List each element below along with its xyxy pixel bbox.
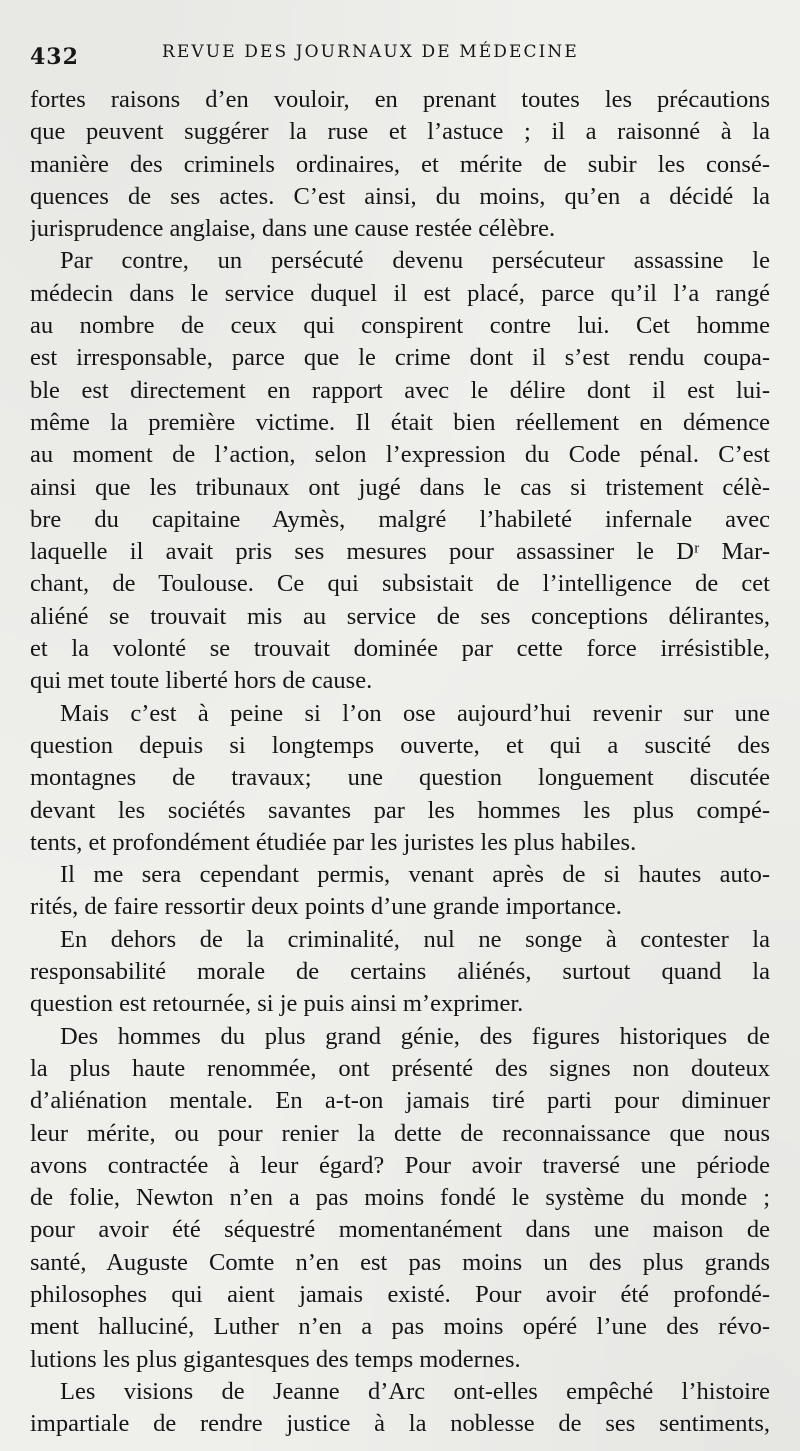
- paragraph: [30, 1021, 770, 1376]
- text-line: Les visions de Jeanne d’Arc ont-elles empêché l’histoire: [60, 1377, 770, 1405]
- paragraph: [30, 84, 770, 245]
- paragraph: [30, 698, 770, 859]
- body-text: [30, 84, 770, 1440]
- text-line: et la volonté se trouvait dominée par cette force irrésistible,: [30, 635, 770, 663]
- page-header: [28, 38, 760, 70]
- text-line: avons contractée à leur égard? Pour avoir traversé une période: [30, 1151, 770, 1179]
- text-line: lutions les plus gigantesques des temps modernes.: [30, 1345, 521, 1373]
- text-line: leur mérite, ou pour renier la dette de reconnaissance que nous: [30, 1119, 770, 1147]
- text-line: manière des criminels ordinaires, et mérite de subir les consé-: [30, 150, 770, 178]
- text-line: qui met toute liberté hors de cause.: [30, 667, 373, 695]
- text-line: question est retournée, si je puis ainsi m’exprimer.: [30, 990, 524, 1018]
- text-line: Il me sera cependant permis, venant après de si hautes auto-: [60, 861, 770, 889]
- text-line: au moment de l’action, selon l’expression du Code pénal. C’est: [30, 441, 770, 469]
- text-line: Mais c’est à peine si l’on ose aujourd’hui revenir sur une: [60, 699, 770, 727]
- text-line: devant les sociétés savantes par les hommes les plus compé-: [30, 796, 770, 824]
- text-line: impartiale de rendre justice à la noblesse de ses sentiments,: [30, 1410, 770, 1438]
- text-line: que peuvent suggérer la ruse et l’astuce ; il a raisonné à la: [30, 118, 770, 146]
- text-line: bre du capitaine Aymès, malgré l’habileté infernale avec: [30, 505, 770, 533]
- text-line: ainsi que les tribunaux ont jugé dans le cas si tristement célè-: [30, 473, 770, 501]
- text-line: philosophes qui aient jamais existé. Pour avoir été profondé-: [30, 1280, 770, 1308]
- text-line: quences de ses actes. C’est ainsi, du moins, qu’en a décidé la: [30, 182, 770, 210]
- text-line: pour avoir été séquestré momentanément dans une maison de: [30, 1216, 770, 1244]
- text-line: chant, de Toulouse. Ce qui subsistait de l’intelligence de cet: [30, 570, 770, 598]
- text-line: responsabilité morale de certains aliénés, surtout quand la: [30, 958, 770, 986]
- text-line: rités, de faire ressortir deux points d’une grande importance.: [30, 893, 622, 921]
- paragraph: [30, 1376, 770, 1441]
- text-line: d’aliénation mentale. En a-t-on jamais tiré parti pour diminuer: [30, 1087, 770, 1115]
- text-line: la plus haute renommée, ont présenté des signes non douteux: [30, 1054, 770, 1082]
- text-line: Des hommes du plus grand génie, des figures historiques de: [60, 1022, 770, 1050]
- text-line: fortes raisons d’en vouloir, en prenant toutes les précautions: [30, 86, 770, 113]
- text-line: aliéné se trouvait mis au service de ses conceptions délirantes,: [30, 602, 770, 630]
- paragraph: [30, 924, 770, 1021]
- text-line: montagnes de travaux; une question longuement discutée: [30, 764, 770, 792]
- text-line: médecin dans le service duquel il est placé, parce qu’il l’a rangé: [30, 279, 770, 307]
- text-line: est irresponsable, parce que le crime dont il s’est rendu coupa-: [30, 344, 770, 372]
- text-line: ble est directement en rapport avec le délire dont il est lui-: [30, 376, 770, 404]
- page-number: 432: [30, 44, 79, 70]
- text-line: question depuis si longtemps ouverte, et qui a suscité des: [30, 731, 770, 759]
- text-line: jurisprudence anglaise, dans une cause restée célèbre.: [30, 215, 556, 243]
- paragraph: [30, 245, 770, 697]
- text-line: même la première victime. Il était bien réellement en démence: [30, 408, 770, 436]
- text-line: Par contre, un persécuté devenu persécuteur assassine le: [60, 247, 770, 275]
- text-line: laquelle il avait pris ses mesures pour assassiner le Dʳ Mar-: [30, 538, 770, 566]
- text-line: santé, Auguste Comte n’en est pas moins un des plus grands: [30, 1248, 770, 1276]
- text-line: au nombre de ceux qui conspirent contre lui. Cet homme: [30, 312, 770, 340]
- text-line: ment halluciné, Luther n’en a pas moins opéré l’une des révo-: [30, 1313, 770, 1341]
- running-title: REVUE DES JOURNAUX DE MÉDECINE: [162, 42, 579, 62]
- text-line: tents, et profondément étudiée par les juristes les plus habiles.: [30, 828, 637, 856]
- paragraph: [30, 859, 770, 924]
- text-line: de folie, Newton n’en a pas moins fondé le système du monde ;: [30, 1184, 770, 1212]
- text-line: En dehors de la criminalité, nul ne songe à contester la: [60, 925, 770, 953]
